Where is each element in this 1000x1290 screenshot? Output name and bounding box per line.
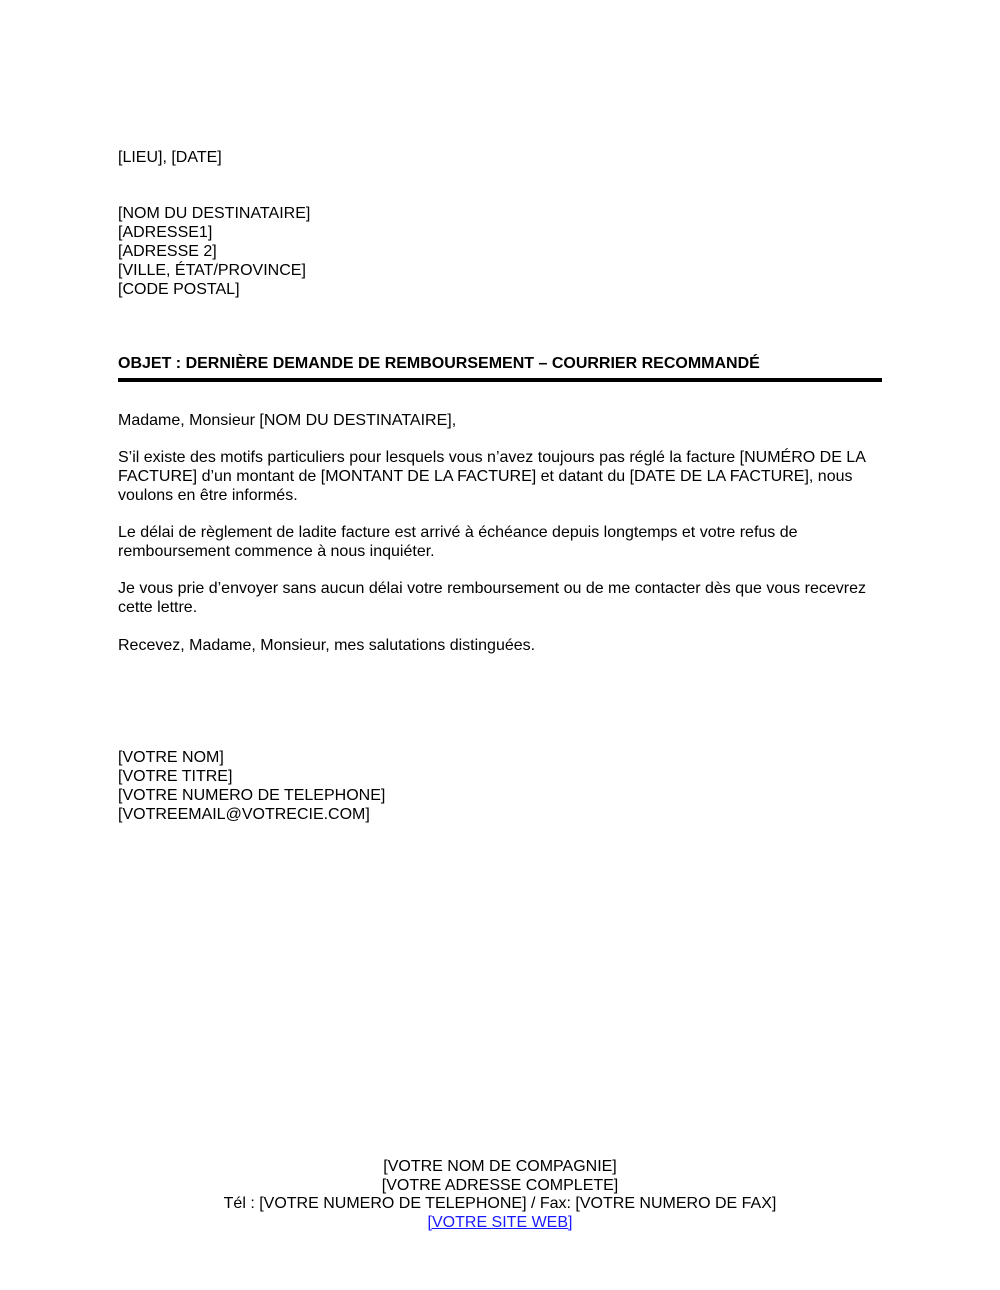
recipient-name: [NOM DU DESTINATAIRE] — [118, 205, 311, 222]
footer-address: [VOTRE ADRESSE COMPLETE] — [381, 1176, 619, 1194]
footer-company-name: [VOTRE NOM DE COMPAGNIE] — [383, 1158, 617, 1175]
recipient-address — [118, 204, 882, 299]
footer-website-link[interactable]: [VOTRE SITE WEB] — [427, 1213, 573, 1231]
sender-phone: [VOTRE NUMERO DE TELEPHONE] — [118, 787, 386, 804]
sender-name: [VOTRE NOM] — [118, 749, 224, 766]
recipient-postal-code: [CODE POSTAL] — [118, 281, 240, 298]
recipient-address-line-2: [ADRESSE 2] — [118, 243, 217, 260]
recipient-city-state: [VILLE, ÉTAT/PROVINCE] — [118, 262, 306, 279]
subject-line: OBJET : DERNIÈRE DEMANDE DE REMBOURSEMENT – COURRIER RECOMMANDÉ — [118, 354, 882, 382]
sender-title: [VOTRE TITRE] — [118, 768, 233, 785]
footer-contact: Tél : [VOTRE NUMERO DE TELEPHONE] / Fax: [VOTRE NUMERO DE FAX] — [223, 1195, 777, 1212]
sender-email: [VOTREEMAIL@VOTRECIE.COM] — [118, 806, 370, 823]
place-date: [LIEU], [DATE] — [118, 149, 222, 166]
body-paragraph: Le délai de règlement de ladite facture est arrivé à échéance depuis longtemps et votre refus de remboursement commence à nous inquiéter. — [118, 524, 798, 560]
recipient-address-line-1: [ADRESSE1] — [118, 224, 213, 241]
signature-block — [118, 748, 882, 824]
closing-formula: Recevez, Madame, Monsieur, mes salutations distinguées. — [118, 637, 536, 654]
company-footer — [0, 1158, 1000, 1232]
body-paragraph: S’il existe des motifs particuliers pour lesquels vous n’avez toujours pas réglé la facture [NUMÉRO DE LA FACTURE] d’un montant de [MONTANT DE LA FACTURE] et datant du [DATE DE LA FACTURE], nous voulons en être informés. — [118, 449, 865, 504]
body-paragraph: Je vous prie d’envoyer sans aucun délai votre remboursement ou de me contacter dès que vous recevrez cette lettre. — [118, 580, 866, 616]
salutation: Madame, Monsieur [NOM DU DESTINATAIRE], — [118, 412, 457, 429]
